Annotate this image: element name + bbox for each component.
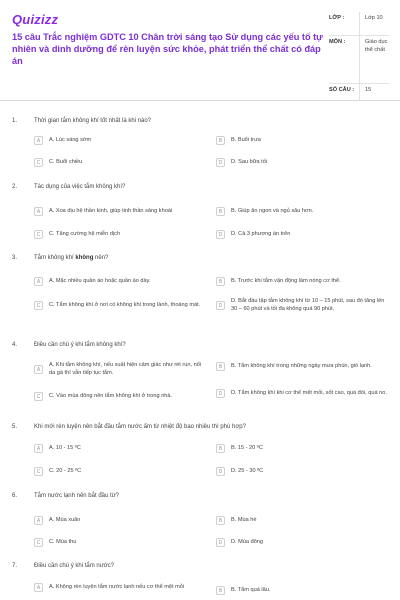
worksheet-title: 15 câu Trắc nghiệm GDTC 10 Chân trời sáng tạo Sử dụng các yếu tố tự nhiên và dinh dưỡng để rèn luyện sức khỏe, phát triển thể chất có đáp án xyxy=(12,32,323,66)
class-label: LỚP : xyxy=(329,15,345,21)
question-text-emphasis: không xyxy=(75,255,94,261)
option-c[interactable] xyxy=(34,392,204,401)
option-letter-badge: D xyxy=(216,230,225,239)
option-text: C. 20 - 25 ºC xyxy=(49,467,82,474)
option-text: B. Tắm quá lâu. xyxy=(231,586,271,593)
option-d[interactable] xyxy=(216,298,392,313)
option-text: D. Tắm không khí khi cơ thể mệt mỏi, sốt cao, quá đói, quá no. xyxy=(231,389,387,396)
option-text: B. Buổi trưa xyxy=(231,136,261,143)
option-text: D. 25 - 30 ºC xyxy=(231,467,264,474)
option-c[interactable] xyxy=(34,538,204,547)
question-number: 6. xyxy=(12,493,18,499)
subject-label: MÔN : xyxy=(329,39,346,45)
option-text: B. Mùa hè xyxy=(231,516,257,523)
option-text: C. Mùa thu xyxy=(49,538,77,545)
option-b[interactable] xyxy=(216,516,392,525)
option-text: A. Mặc nhiều quần áo hoặc quần áo dày. xyxy=(49,277,151,284)
option-text: A. Khi tắm không khí, nếu xuất hiện cảm giác như rét run, nổi da gà thì vẫn tiếp tục tắm. xyxy=(49,362,202,376)
option-letter-badge: D xyxy=(216,538,225,547)
option-letter-badge: C xyxy=(34,301,43,310)
option-b[interactable] xyxy=(216,362,392,371)
option-b[interactable] xyxy=(216,277,392,286)
option-c[interactable] xyxy=(34,230,204,239)
meta-box xyxy=(329,12,389,100)
question-number: 2. xyxy=(12,184,18,190)
option-text: A. 10 - 15 ºC xyxy=(49,444,81,451)
option-letter-badge: A xyxy=(34,207,43,216)
option-c[interactable] xyxy=(34,158,204,167)
option-letter-badge: C xyxy=(34,158,43,167)
count-label: SỐ CÂU : xyxy=(329,87,355,93)
option-c[interactable] xyxy=(34,301,204,310)
count-value: 15 xyxy=(359,84,389,100)
option-text: A. Xoa dịu hệ thần kinh, giúp tinh thần sảng khoái xyxy=(49,207,173,214)
question-text: Thời gian tắm không khí tốt nhất là khi nào? xyxy=(34,118,152,124)
option-text: C. Tắm không khí ở nơi có không khí trong lành, thoáng mát. xyxy=(49,301,201,308)
option-d[interactable] xyxy=(216,230,392,239)
option-letter-badge: D xyxy=(216,467,225,476)
option-text: B. 15 - 20 ºC xyxy=(231,444,263,451)
question-text: Tác dụng của việc tắm không khí? xyxy=(34,184,126,190)
option-a[interactable] xyxy=(34,583,204,592)
question-number: 3. xyxy=(12,255,18,261)
question-text: Điều cần chú ý khi tắm không khí? xyxy=(34,342,126,348)
option-text: C. Vào mùa đông nên tắm không khí ở trong nhà. xyxy=(49,392,173,399)
option-letter-badge: A xyxy=(34,136,43,145)
option-text: B. Tắm không khí trong những ngày mưa phùn, gió lạnh. xyxy=(231,362,372,369)
option-text: B. Trước khi tắm vận động làm nóng cơ thể. xyxy=(231,277,341,284)
option-text: D. Cả 3 phương án trên xyxy=(231,230,291,237)
option-text: A. Lúc sáng sớm xyxy=(49,136,92,143)
option-b[interactable] xyxy=(216,136,392,145)
question-text: Điều cần chú ý khi tắm nước? xyxy=(34,563,114,569)
option-b[interactable] xyxy=(216,444,392,453)
option-letter-badge: A xyxy=(34,516,43,525)
option-a[interactable] xyxy=(34,207,204,216)
option-letter-badge: D xyxy=(216,301,225,310)
option-c[interactable] xyxy=(34,467,204,476)
option-letter-badge: B xyxy=(216,444,225,453)
option-text: A. Không rèn luyện tắm nước lạnh nếu cơ thể mệt mỏi xyxy=(49,583,185,590)
option-d[interactable] xyxy=(216,389,392,398)
question-number: 4. xyxy=(12,342,18,348)
option-letter-badge: A xyxy=(34,444,43,453)
option-a[interactable] xyxy=(34,516,204,525)
option-b[interactable] xyxy=(216,586,392,595)
question-number: 1. xyxy=(12,118,18,124)
option-d[interactable] xyxy=(216,158,392,167)
meta-count-row xyxy=(329,84,389,100)
question-text-prefix: Tắm không khí xyxy=(34,255,76,261)
option-letter-badge: B xyxy=(216,586,225,595)
option-letter-badge: C xyxy=(34,230,43,239)
question-number: 7. xyxy=(12,563,18,569)
option-text: D. Sau bữa tối xyxy=(231,158,268,165)
question-text: Khi mới rèn luyện nên bắt đầu tắm nước ấm từ nhiệt độ bao nhiêu thì phù hợp? xyxy=(34,424,246,430)
option-a[interactable] xyxy=(34,136,204,145)
option-letter-badge: D xyxy=(216,389,225,398)
option-d[interactable] xyxy=(216,467,392,476)
question-text: Tắm nước lạnh nên bắt đầu từ? xyxy=(34,493,120,499)
meta-subject-row xyxy=(329,36,389,84)
question-text xyxy=(34,255,108,261)
class-value: Lớp 10 xyxy=(359,12,389,35)
option-b[interactable] xyxy=(216,207,392,216)
option-text: D. Mùa đông xyxy=(231,538,264,545)
option-text: B. Giúp ăn ngon và ngủ sâu hơn. xyxy=(231,207,314,214)
option-text: C. Tăng cường hệ miễn dịch xyxy=(49,230,121,237)
option-letter-badge: D xyxy=(216,158,225,167)
option-d[interactable] xyxy=(216,538,392,547)
option-letter-badge: B xyxy=(216,136,225,145)
quizizz-logo: Quizizz xyxy=(12,12,59,27)
question-text-suffix: nên? xyxy=(93,255,109,261)
option-text: A. Mùa xuân xyxy=(49,516,81,523)
option-letter-badge: B xyxy=(216,362,225,371)
worksheet-header xyxy=(0,0,400,101)
option-a[interactable] xyxy=(34,444,204,453)
option-letter-badge: B xyxy=(216,516,225,525)
meta-class-row xyxy=(329,12,389,36)
question-number: 5. xyxy=(12,424,18,430)
option-letter-badge: C xyxy=(34,467,43,476)
option-letter-badge: A xyxy=(34,365,43,374)
option-letter-badge: A xyxy=(34,277,43,286)
subject-value: Giáo dục thể chất xyxy=(359,36,389,83)
option-a[interactable] xyxy=(34,277,204,286)
option-letter-badge: C xyxy=(34,538,43,547)
option-letter-badge: A xyxy=(34,583,43,592)
option-letter-badge: B xyxy=(216,277,225,286)
option-text: C. Buổi chiều xyxy=(49,158,83,165)
option-letter-badge: C xyxy=(34,392,43,401)
option-letter-badge: B xyxy=(216,207,225,216)
option-text: D. Bắt đầu tập tắm không khí từ 10 – 15 phút, sau đó tăng lên 30 – 60 phút và tối đa không quá 90 phút. xyxy=(231,298,385,312)
option-a[interactable] xyxy=(34,362,204,377)
